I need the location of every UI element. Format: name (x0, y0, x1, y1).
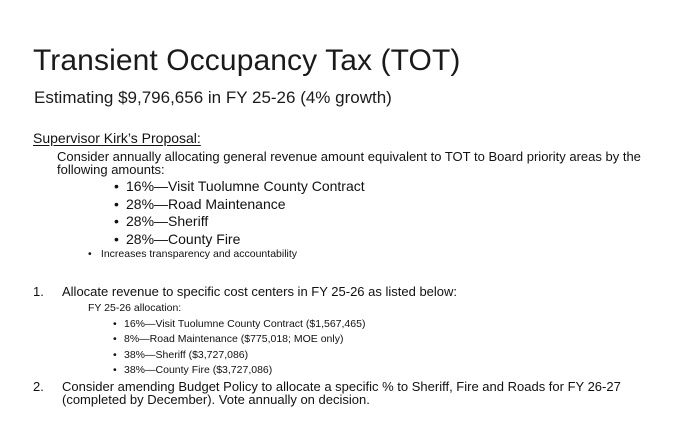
allocation-bullet-list (113, 317, 365, 378)
proposal-sub-bullet-text: Increases transparency and accountability (100, 248, 298, 260)
list-item (113, 332, 365, 347)
proposal-sub-bullet (88, 248, 297, 260)
allocation-heading: FY 25-26 allocation: (88, 302, 182, 314)
allocation-text: 16%—Visit Tuolumne County Contract ($1,567,465) (124, 318, 366, 330)
bullet-icon: • (114, 195, 119, 212)
proposal-bullet-text: 28%—Road Maintenance (126, 195, 286, 212)
bullet-icon: • (114, 178, 119, 194)
bullet-icon: • (113, 348, 117, 361)
bullet-icon: • (88, 248, 92, 260)
proposal-bullet-text: 16%—Visit Tuolumne County Contract (126, 178, 365, 194)
list-item (114, 213, 365, 231)
bullet-icon: • (113, 363, 117, 376)
proposal-heading: Supervisor Kirk’s Proposal: (33, 130, 201, 146)
list-item (114, 178, 365, 196)
item-text: Consider amending Budget Policy to allocate a specific % to Sheriff, Fire and Roads for FY 26-27 (completed by December). Vote annually on decision. (62, 379, 621, 407)
list-item (113, 348, 365, 363)
bullet-icon: • (113, 318, 117, 330)
list-item (114, 231, 365, 249)
proposal-bullet-text: 28%—County Fire (126, 230, 241, 247)
proposal-bullet-list (114, 178, 365, 248)
bullet-icon: • (114, 213, 119, 229)
slide-subtitle: Estimating $9,796,656 in FY 25-26 (4% growth) (34, 88, 392, 107)
bullet-icon: • (113, 333, 117, 346)
list-item (113, 363, 365, 378)
allocation-text: 38%—Sheriff ($3,727,086) (124, 348, 249, 361)
list-item (114, 196, 365, 214)
item-number: 1. (33, 284, 44, 299)
numbered-item-2 (33, 380, 673, 410)
slide-title: Transient Occupancy Tax (TOT) (33, 44, 461, 77)
list-item (113, 317, 365, 332)
allocation-text: 8%—Road Maintenance ($775,018; MOE only) (124, 333, 344, 346)
item-number: 2. (33, 379, 44, 394)
item-text: Allocate revenue to specific cost centers in FY 25-26 as listed below: (62, 284, 458, 299)
proposal-paragraph: Consider annually allocating general revenue amount equivalent to TOT to Board priority areas by the following amounts: (57, 149, 641, 177)
proposal-bullet-text: 28%—Sheriff (126, 213, 209, 229)
allocation-text: 38%—County Fire ($3,727,086) (124, 363, 273, 376)
bullet-icon: • (114, 230, 119, 247)
